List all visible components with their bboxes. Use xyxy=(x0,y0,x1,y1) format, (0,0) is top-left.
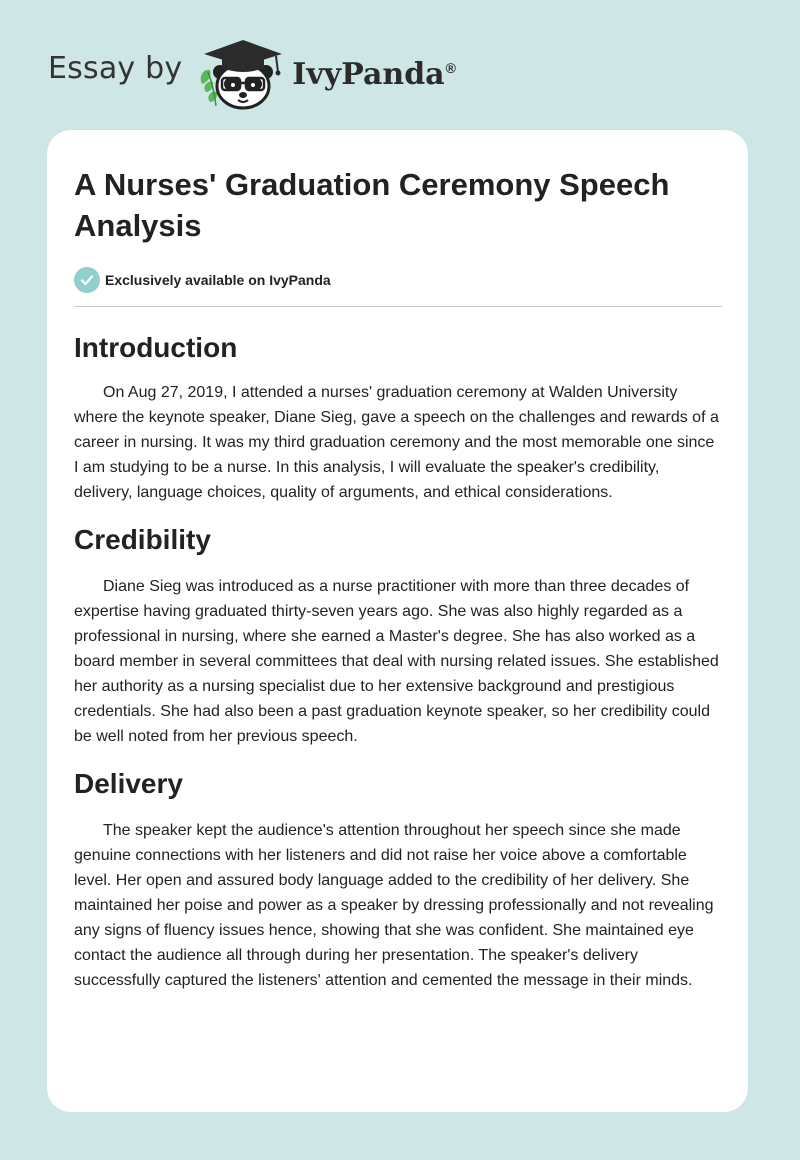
section-paragraph-introduction: On Aug 27, 2019, I attended a nurses' graduation ceremony at Walden University where the keynote speaker, Diane Sieg, gave a speech on the challenges and rewards of a career in nursing. It was my third graduation ceremony and the most memorable one since I am studying to be a nurse. In this analysis, I will evaluate the speaker's credibility, delivery, language choices, quality of arguments, and ethical considerations. xyxy=(74,384,719,501)
brand-prefix: Essay by xyxy=(48,50,183,86)
section-heading-delivery: Delivery xyxy=(74,768,183,799)
divider xyxy=(74,306,722,307)
essay-card xyxy=(47,130,748,1112)
section-heading-credibility: Credibility xyxy=(74,524,211,555)
section-heading-introduction: Introduction xyxy=(74,332,238,363)
exclusive-badge-label: Exclusively available on IvyPanda xyxy=(105,272,331,288)
page-title: A Nurses' Graduation Ceremony Speech Analysis xyxy=(74,167,670,243)
exclusive-badge xyxy=(74,267,722,293)
section-paragraph-delivery: The speaker kept the audience's attention throughout her speech since she made genuine connections with her listeners and did not raise her voice above a comfortable level. Her open and assured body language added to the credibility of her delivery. She maintained her poise and power as a speaker by dressing professionally and not revealing any signs of fluency issues hence, showing that she was confident. She maintained eye contact the audience all through during her presentation. The speaker's delivery successfully captured the listeners' attention and cemented the message in their minds. xyxy=(74,822,714,989)
site-header xyxy=(48,32,456,112)
panda-graduate-icon[interactable] xyxy=(196,32,288,112)
section-paragraph-credibility: Diane Sieg was introduced as a nurse practitioner with more than three decades of expertise having graduated thirty-seven years ago. She was also highly regarded as a professional in nursing, where she earned a Master's degree. She has also worked as a board member in several committees that deal with nursing related issues. She established her authority as a nursing specialist due to her extensive background and prestigious credentials. She had also been a past graduation keynote speaker, so her credibility could be well noted from her previous speech. xyxy=(74,578,719,745)
checkmark-icon xyxy=(74,267,100,293)
brand-name: IvyPanda® xyxy=(292,56,456,92)
